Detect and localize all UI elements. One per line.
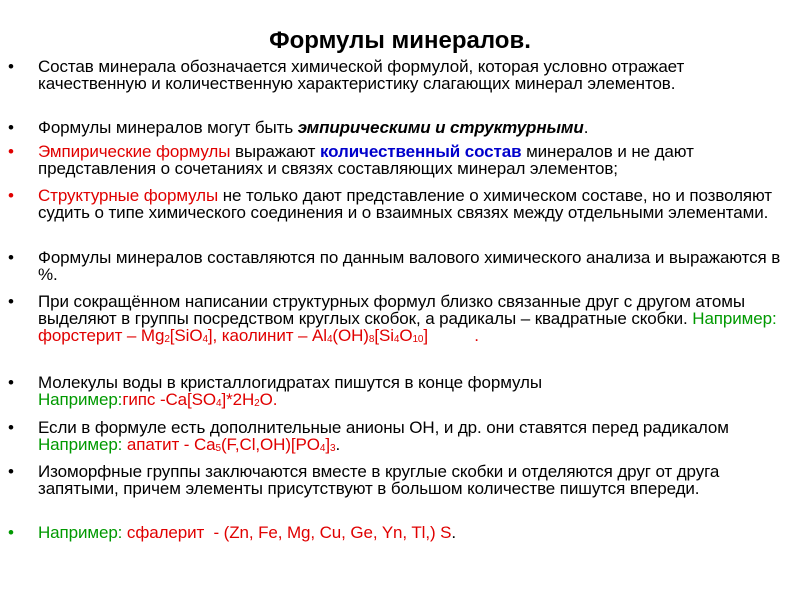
- list-item: • Эмпирические формулы выражают количественный состав минералов и не дают представления о сочетаниях и связях составляющих минерал элементов;: [8, 142, 694, 178]
- list-item: • При сокращённом написании структурных формул близко связанные друг с другом атомы выделяют в группы посредством круглых скобок, а радикалы – квадратные скобки. Например: форстерит – $Mg_2[SiO_4]$, каолинит – $Al_4(OH)_8[Si_4O_{10}]$ .: [8, 292, 777, 345]
- list-item: • Формулы минералов составляются по данным валового химического анализа и выражаются в %.: [8, 248, 781, 284]
- title-text: Формулы минералов: [269, 27, 525, 54]
- list-item: • Изоморфные группы заключаются вместе в круглые скобки и отделяются друг от друга запятыми, причем элементы присутствуют в большом количестве пишутся впереди.: [8, 462, 720, 498]
- bullet-icon: •: [8, 248, 14, 267]
- list-item: • Если в формуле есть дополнительные анионы ОН, и др. они ставятся перед радикалом Например: апатит - $Ca_5(F,Cl,OH)[PO_4]_3$.: [8, 418, 729, 454]
- list-item: • Формулы минералов могут быть эмпирическими и структурными.: [8, 118, 589, 137]
- bullet-icon: •: [8, 142, 14, 161]
- bullet-icon: •: [8, 292, 14, 311]
- list-item: • Состав минерала обозначается химической формулой, которая условно отражает качественную и количественную характеристику слагающих минерал элементов.: [8, 57, 685, 93]
- bullet-icon: •: [8, 373, 14, 392]
- list-item: • Например: сфалерит - (Zn, Fe, Mg, Cu, Ge, Yn, Tl,) S.: [8, 523, 456, 542]
- bullet-icon: •: [8, 118, 14, 137]
- list-item: • Структурные формулы не только дают представление о химическом составе, но и позволяют судить о типе химического соединения и о взаимных связях между отдельными элементами.: [8, 186, 772, 222]
- list-item: • Молекулы воды в кристаллогидратах пишутся в конце формулы Например:гипс $-Ca[SO_4]*2H_2O$.: [8, 373, 542, 409]
- bullet-icon: •: [8, 418, 14, 437]
- bullet-icon: •: [8, 57, 14, 76]
- bullet-icon: •: [8, 186, 14, 205]
- page-title: [0, 27, 800, 55]
- bullet-icon: •: [8, 523, 14, 542]
- title-dot: .: [524, 27, 531, 54]
- bullet-icon: •: [8, 462, 14, 481]
